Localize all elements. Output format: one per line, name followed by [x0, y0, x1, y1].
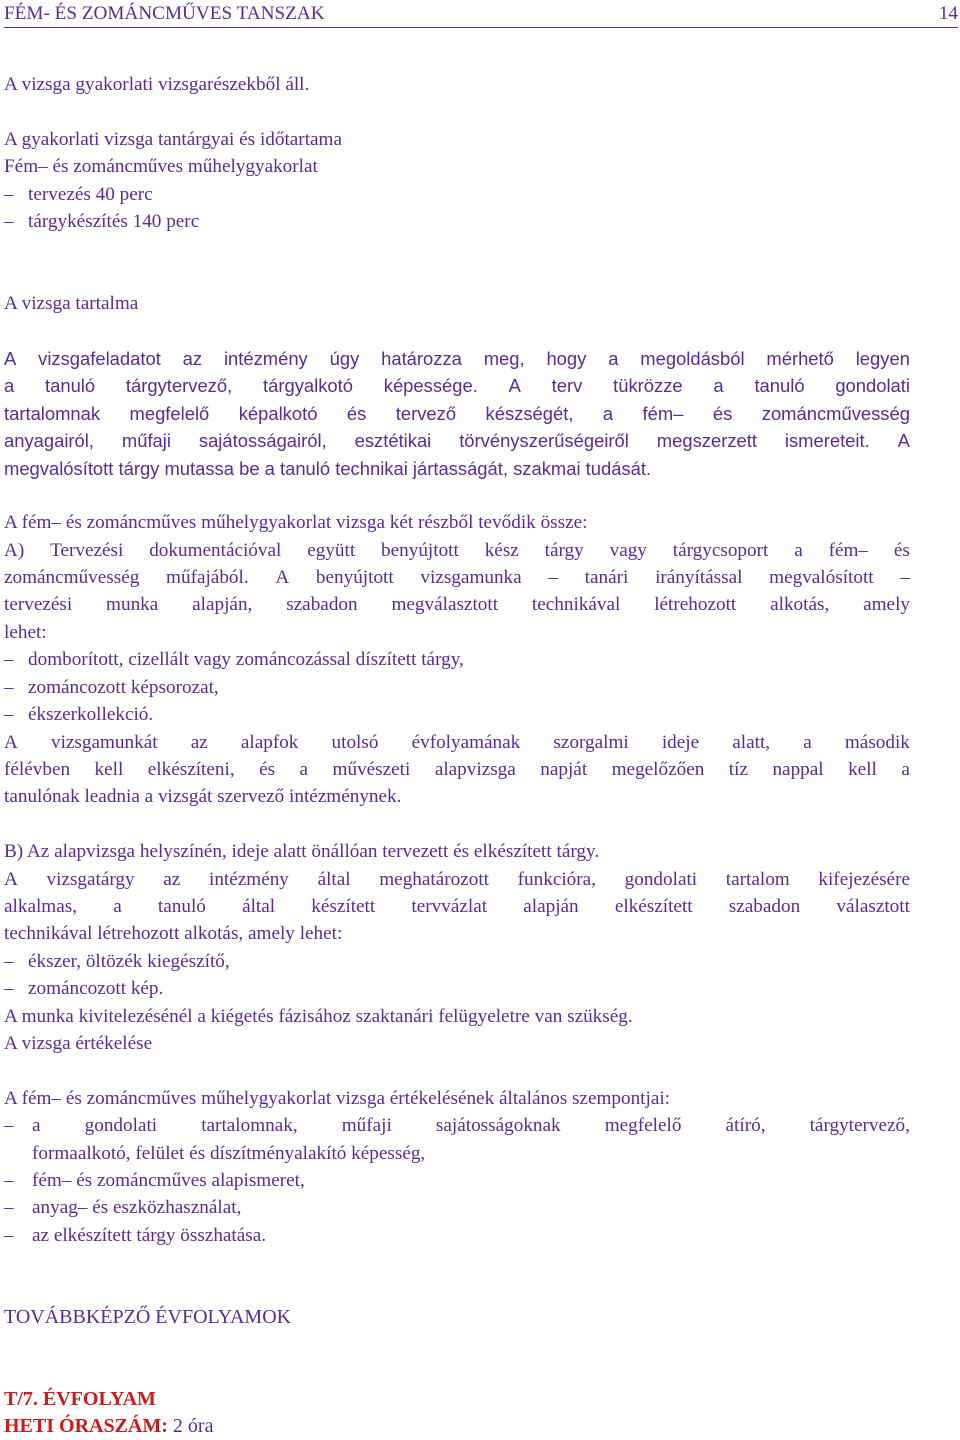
deadline-line: félévben kell elkészíteni, és a művészeti alapvizsga napját megelőzően tíz nappal kell a: [4, 759, 910, 780]
part-b-intro: B) Az alapvizsga helyszínén, ideje alatt önállóan tervezett és elkészített tárgy.: [4, 841, 600, 862]
evaluation-item-text: formaalkotó, felület és díszítményalakító képesség,: [32, 1143, 426, 1164]
dash-marker: –: [4, 704, 14, 725]
evaluation-intro: A fém– és zománcműves műhelygyakorlat vizsga értékelésének általános szempontjai:: [4, 1088, 671, 1109]
dash-marker: –: [4, 1225, 14, 1246]
dash-marker: –: [4, 1170, 14, 1191]
part-a-line: lehet:: [4, 622, 47, 643]
part-a-item: – ékszerkollekció.: [4, 702, 153, 728]
content-heading: A vizsga tartalma: [4, 293, 139, 314]
page-number: 14: [938, 3, 958, 24]
dash-marker: –: [4, 978, 14, 999]
parts-intro: A fém– és zománcműves műhelygyakorlat vizsga két részből tevődik össze:: [4, 512, 588, 533]
part-b-item: – ékszer, öltözék kiegészítő,: [4, 949, 230, 975]
content-paragraph-line: anyagairól, műfaji sajátosságairól, esztétikai törvényszerűségeiről megszerzett ismereteit. A: [4, 430, 910, 451]
evaluation-item: – anyag– és eszközhasználat,: [4, 1195, 241, 1221]
weekly-hours: [4, 1413, 213, 1439]
intro-paragraph: A vizsga gyakorlati vizsgarészekből áll.: [4, 74, 310, 95]
part-b-line: technikával létrehozott alkotás, amely lehet:: [4, 923, 343, 944]
part-a-item: – domborított, cizellált vagy zománcozással díszített tárgy,: [4, 647, 464, 673]
subject-item: – tervezés 40 perc: [4, 182, 153, 208]
dash-marker: –: [4, 951, 14, 972]
dash-marker: –: [4, 1197, 14, 1218]
dash-marker: –: [4, 1115, 14, 1136]
evaluation-heading: A vizsga értékelése: [4, 1033, 153, 1054]
part-a-line: tervezési munka alapján, szabadon megválasztott technikával létrehozott alkotás, amely: [4, 594, 910, 615]
dash-marker: –: [4, 649, 14, 670]
grade-label: T/7. ÉVFOLYAM: [4, 1388, 156, 1410]
subject-item: – tárgykészítés 140 perc: [4, 209, 199, 235]
header-title: FÉM- ÉS ZOMÁNCMŰVES TANSZAK: [4, 3, 325, 24]
evaluation-item: [4, 1113, 32, 1139]
evaluation-item: – fém– és zománcműves alapismeret,: [4, 1168, 305, 1194]
content-paragraph-line: tartalomnak megfelelő képalkotó és tervező készségét, a fém– és zománcművesség: [4, 403, 910, 424]
dash-marker: –: [4, 184, 14, 205]
part-a-item: – zománcozott képsorozat,: [4, 675, 219, 701]
page-header: [4, 1, 958, 28]
section-title: TOVÁBBKÉPZŐ ÉVFOLYAMOK: [4, 1306, 292, 1328]
dash-marker: –: [4, 677, 14, 698]
part-b-item: – zománcozott kép.: [4, 976, 163, 1002]
part-b-line: A vizsgatárgy az intézmény által meghatározott funkcióra, gondolati tartalom kifejezésére: [4, 869, 910, 890]
hours-label: HETI ÓRASZÁM:: [4, 1415, 168, 1437]
part-a-line: zománcművesség műfajából. A benyújtott vizsgamunka – tanári irányítással megvalósított –: [4, 567, 910, 588]
evaluation-item-text: a gondolati tartalomnak, műfaji sajátosságoknak megfelelő átíró, tárgytervező,: [32, 1115, 910, 1136]
deadline-line: tanulónak leadnia a vizsgát szervező intézménynek.: [4, 786, 402, 807]
content-paragraph-line: a tanuló tárgytervező, tárgyalkotó képessége. A terv tükrözze a tanuló gondolati: [4, 375, 910, 396]
content-paragraph-line: megvalósított tárgy mutassa be a tanuló technikai jártasságát, szakmai tudását.: [4, 458, 652, 479]
deadline-line: A vizsgamunkát az alapfok utolsó évfolyamának szorgalmi ideje alatt, a második: [4, 732, 910, 753]
part-a-line: A) Tervezési dokumentációval együtt benyújtott kész tárgy vagy tárgycsoport a fém– és: [4, 540, 910, 561]
supervision-note: A munka kivitelezésénél a kiégetés fázisához szaktanári felügyeletre van szükség.: [4, 1006, 633, 1027]
subjects-heading: A gyakorlati vizsga tantárgyai és időtartama: [4, 129, 342, 150]
content-paragraph-line: A vizsgafeladatot az intézmény úgy határozza meg, hogy a megoldásból mérhető legyen: [4, 348, 910, 369]
hours-value: 2 óra: [172, 1415, 214, 1437]
subject-name: Fém– és zománcműves műhelygyakorlat: [4, 156, 318, 177]
part-b-line: alkalmas, a tanuló által készített tervvázlat alapján elkészített szabadon választott: [4, 896, 910, 917]
evaluation-item: – az elkészített tárgy összhatása.: [4, 1223, 266, 1249]
dash-marker: –: [4, 211, 14, 232]
